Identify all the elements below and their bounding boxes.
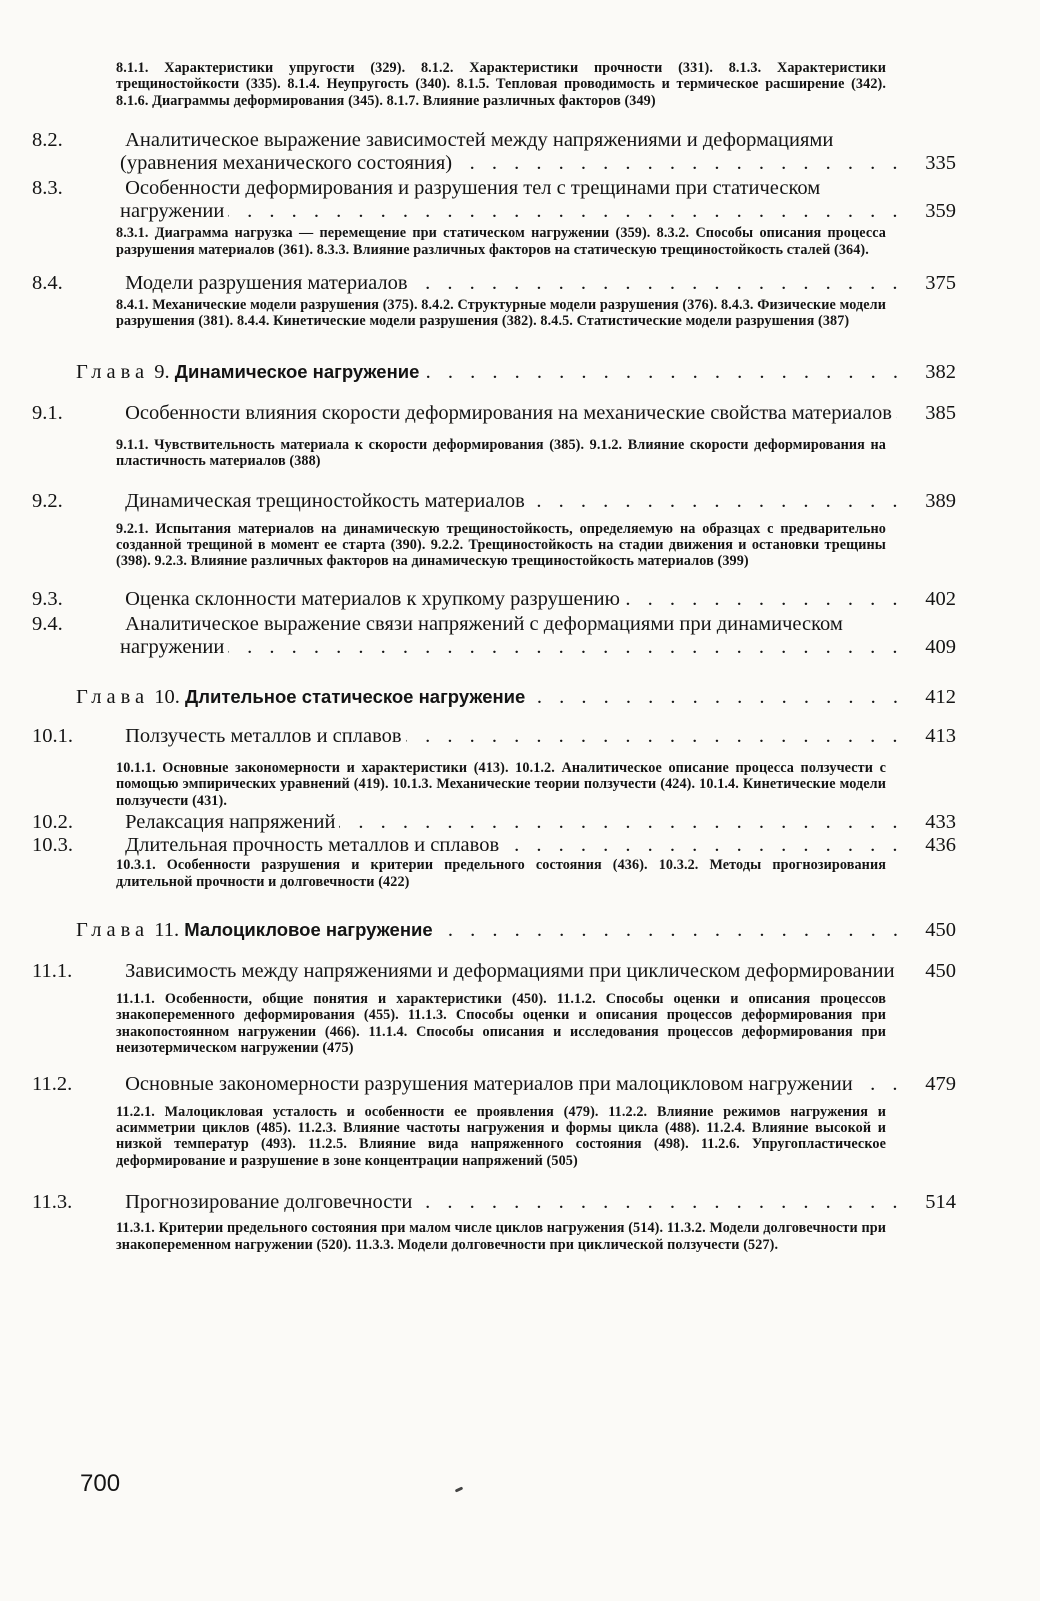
entry-title: Аналитическое выражение зависимостей между напряжениями и деформациями (уравнения механического состояния) <box>120 129 834 175</box>
entry-title: Зависимость между напряжениями и деформациями при циклическом деформировании <box>125 959 895 982</box>
toc-subsections-11-2: 11.2.1. Малоцикловая усталость и особенности ее проявления (479). 11.2.2. Влияние режимов нагружения и асимметрии циклов (485). 11.2.3. Влияние частоты нагружения и формы цикла (488). 11.2.4. Влияние высокой и низкой температур (493). 11.2.5. Влияние вида напряженного состояния (498). 11.2.6. Упругопластическое деформирование и разрушение в зоне концентрации напряжений (505) <box>116 1103 886 1169</box>
entry-page: 409 <box>925 635 956 658</box>
toc-subsections-9-2: 9.2.1. Испытания материалов на динамическую трещиностойкость, определяемую на образцах с предварительно созданной трещиной в момент ее старта (390). 9.2.2. Трещиностойкость на стадии движения и остановки трещины (398). 9.2.3. Влияние различных факторов на динамическую трещиностойкость материалов (399) <box>116 520 886 570</box>
toc-entry-11-1[interactable] <box>32 959 956 983</box>
toc-subsections-8-1: 8.1.1. Характеристики упругости (329). 8.1.2. Характеристики прочности (331). 8.1.3. Характеристики трещиностойкости (335). 8.1.4. Неупругость (340). 8.1.5. Тепловая проводимость и термическое расширение (342). 8.1.6. Диаграммы деформирования (345). 8.1.7. Влияние различных факторов (349) <box>116 60 886 109</box>
entry-page: 514 <box>925 1191 956 1214</box>
entry-number: 9.4. <box>32 612 63 635</box>
entry-page: 450 <box>925 959 956 982</box>
toc-page <box>32 60 956 1253</box>
entry-page: 413 <box>925 724 956 747</box>
entry-number: 11.1. <box>32 959 73 982</box>
chapter-title: Малоцикловое нагружение <box>184 918 433 940</box>
entry-page: 402 <box>925 587 956 610</box>
entry-number: 9.1. <box>32 401 63 424</box>
toc-entry-9-3[interactable] <box>32 587 956 611</box>
toc-chapter-9[interactable] <box>76 360 956 384</box>
chapter-label: Глава <box>76 918 150 941</box>
entry-page: 436 <box>925 834 956 857</box>
entry-page: 389 <box>925 489 956 512</box>
toc-entry-8-3[interactable] <box>32 177 956 223</box>
chapter-title: Длительное статическое нагружение <box>185 685 526 707</box>
print-speck <box>455 1486 464 1492</box>
toc-subsections-11-3: 11.3.1. Критерии предельного состояния при малом числе циклов нагружения (514). 11.3.2. Модели долговечности при знакопеременном нагружении (520). 11.3.3. Модели долговечности при циклической ползучести (527). <box>116 1220 886 1253</box>
entry-number: 10.1. <box>32 724 73 747</box>
toc-chapter-11[interactable] <box>76 918 956 942</box>
entry-number: 9.2. <box>32 489 63 512</box>
entry-title: Модели разрушения материалов <box>125 272 408 295</box>
entry-page: 385 <box>925 401 956 424</box>
toc-entry-9-1[interactable] <box>32 401 956 425</box>
entry-number: 8.4. <box>32 272 63 295</box>
entry-title: Релаксация напряжений <box>125 811 336 834</box>
entry-number: 11.3. <box>32 1191 73 1214</box>
entry-page: 433 <box>925 811 956 834</box>
entry-title: Прогнозирование долговечности <box>125 1191 413 1214</box>
entry-number: 11.2. <box>32 1072 73 1095</box>
entry-page: 335 <box>925 152 956 175</box>
entry-title: Особенности деформирования и разрушения тел с трещинами при статическом нагружении <box>120 177 821 223</box>
toc-subsections-11-1: 11.1.1. Особенности, общие понятия и характеристики (450). 11.1.2. Способы оценки и описания процессов знакопеременного деформирования (455). 11.1.3. Способы оценки и описания процессов деформирования при знакопостоянном нагружении (466). 11.1.4. Способы описания и исследования процессов деформирования при неизотермическом нагружении (475) <box>116 990 886 1057</box>
chapter-number: 11. <box>154 918 180 941</box>
entry-title: Оценка склонности материалов к хрупкому разрушению <box>125 587 620 610</box>
chapter-page: 412 <box>925 685 956 708</box>
chapter-number: 9. <box>154 360 170 383</box>
entry-title: Динамическая трещиностойкость материалов <box>125 489 525 512</box>
page-number: 700 <box>80 1470 121 1497</box>
entry-number: 10.2. <box>32 811 73 834</box>
entry-title: Основные закономерности разрушения материалов при малоцикловом нагружении <box>125 1072 853 1095</box>
entry-page: 375 <box>925 272 956 295</box>
toc-entry-8-2[interactable] <box>32 129 956 175</box>
toc-entry-8-4[interactable] <box>32 272 956 295</box>
chapter-page: 382 <box>925 360 956 383</box>
toc-entry-9-4[interactable] <box>32 612 956 659</box>
entry-title: Особенности влияния скорости деформирования на механические свойства материалов <box>125 401 892 424</box>
entry-number: 8.3. <box>32 177 63 200</box>
chapter-number: 10. <box>154 685 180 708</box>
toc-subsections-10-3: 10.3.1. Особенности разрушения и критерии предельного состояния (436). 10.3.2. Методы прогнозирования длительной прочности и долговечности (422) <box>116 857 886 890</box>
entry-title: Ползучесть металлов и сплавов <box>125 724 402 747</box>
toc-entry-10-1[interactable] <box>32 724 956 748</box>
toc-entry-11-3[interactable] <box>32 1191 956 1214</box>
toc-entry-11-2[interactable] <box>32 1072 956 1096</box>
entry-number: 8.2. <box>32 129 63 152</box>
toc-subsections-10-1: 10.1.1. Основные закономерности и характеристики (413). 10.1.2. Аналитическое описание процесса ползучести с помощью эмпирических уравнений (419). 10.1.3. Механические теории ползучести (424). 10.1.4. Кинетические модели ползучести (431). <box>116 759 886 809</box>
chapter-label: Глава <box>76 360 150 383</box>
entry-title: Длительная прочность металлов и сплавов <box>125 834 500 857</box>
toc-entry-10-2[interactable] <box>32 811 956 834</box>
entry-number: 9.3. <box>32 587 63 610</box>
toc-subsections-9-1: 9.1.1. Чувствительность материала к скорости деформирования (385). 9.1.2. Влияние скорости деформирования на пластичность материалов (388) <box>116 436 886 470</box>
toc-entry-10-3[interactable] <box>32 834 956 857</box>
toc-subsections-8-3: 8.3.1. Диаграмма нагрузка — перемещение при статическом нагружении (359). 8.3.2. Способы описания процесса разрушения материалов (361). 8.3.3. Влияние различных факторов на статическую трещиностойкость сталей (364). <box>116 225 886 258</box>
entry-page: 359 <box>925 200 956 223</box>
entry-title: Аналитическое выражение связи напряжений с деформациями при динамическом нагружении <box>120 612 843 658</box>
toc-entry-9-2[interactable] <box>32 489 956 513</box>
toc-chapter-10[interactable] <box>76 685 956 709</box>
chapter-page: 450 <box>925 918 956 941</box>
entry-page: 479 <box>925 1072 956 1095</box>
entry-number: 10.3. <box>32 834 73 857</box>
toc-subsections-8-4: 8.4.1. Механические модели разрушения (375). 8.4.2. Структурные модели разрушения (376). 8.4.3. Физические модели разрушения (381). 8.4.4. Кинетические модели разрушения (382). 8.4.5. Статистические модели разрушения (387) <box>116 297 886 330</box>
chapter-label: Глава <box>76 685 150 708</box>
chapter-title: Динамическое нагружение <box>174 360 420 382</box>
